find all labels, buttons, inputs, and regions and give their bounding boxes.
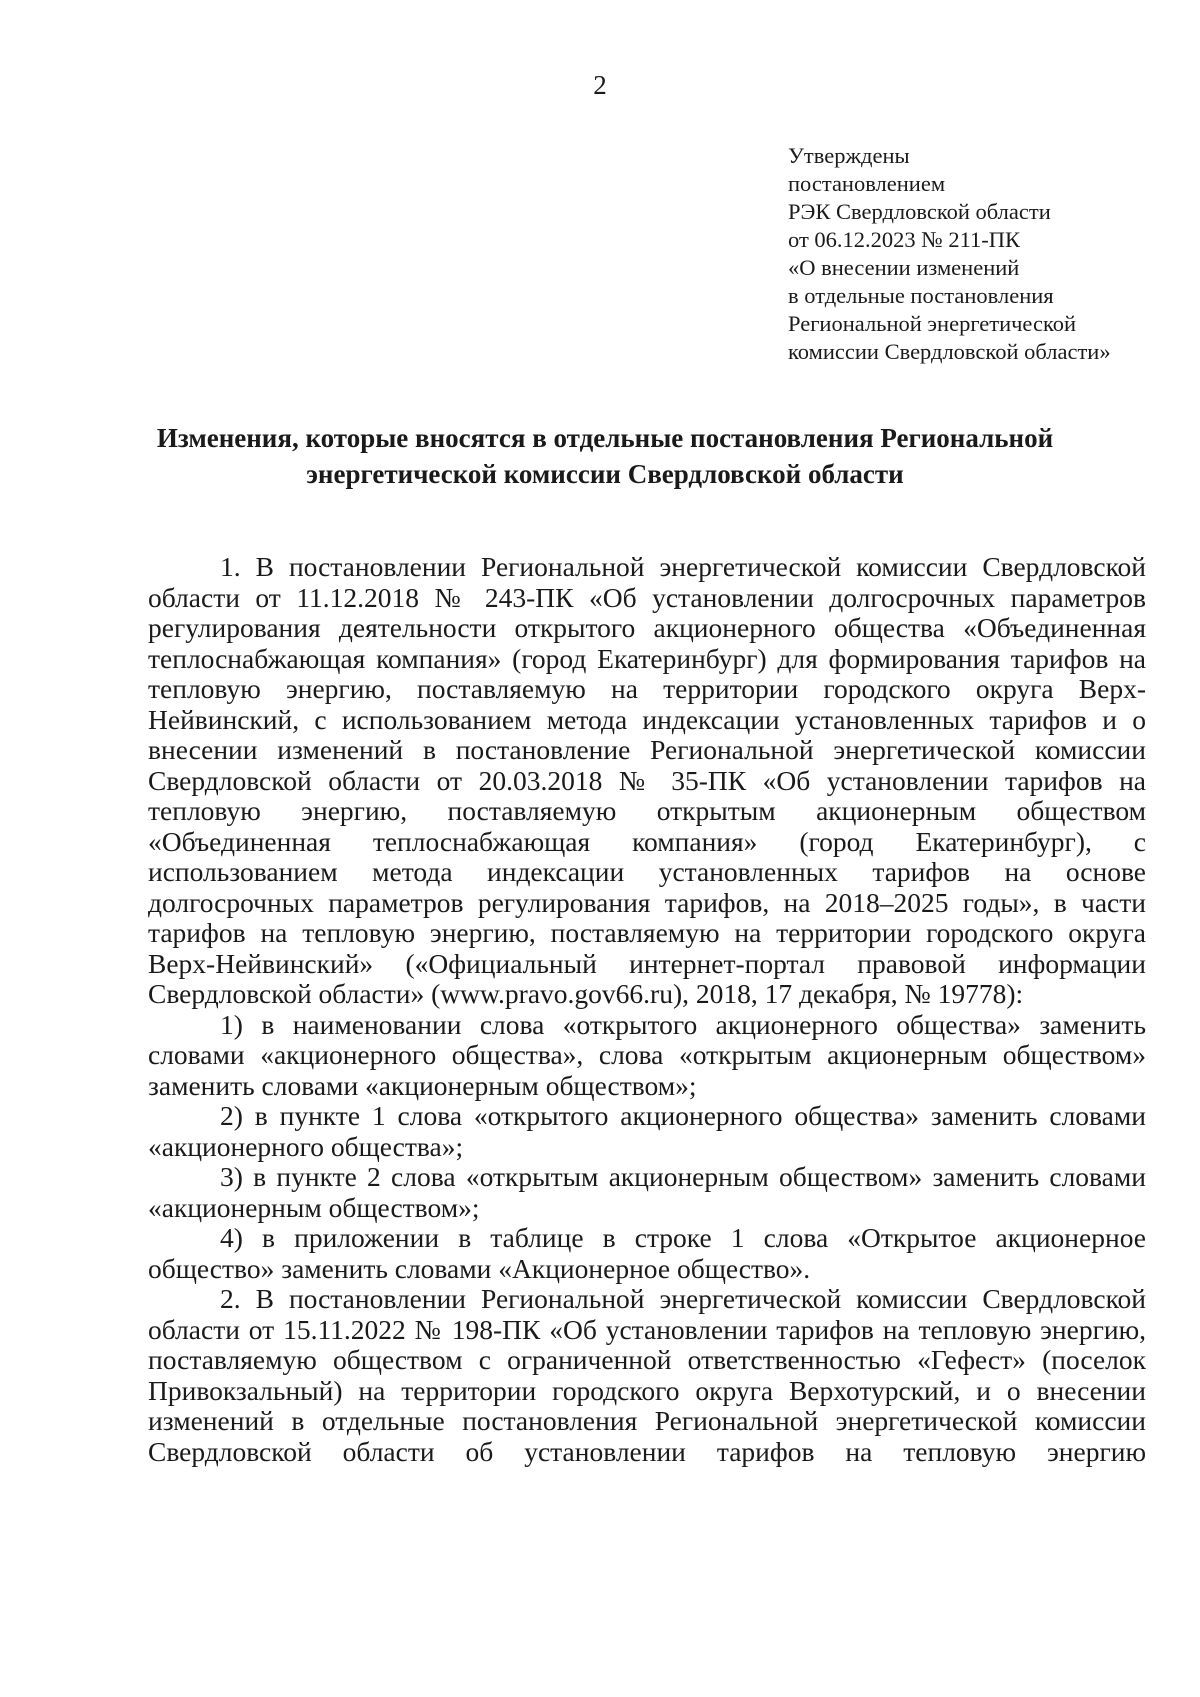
list-item-4: 4) в приложении в таблице в строке 1 слова «Открытое акционерное общество» заменить словами «Акционерное общество». xyxy=(148,1222,1146,1284)
approval-line: Региональной энергетической xyxy=(788,311,1077,336)
list-item-1: 1) в наименовании слова «открытого акционерного общества» заменить словами «акционерного общества», слова «открытым акционерным обществом» заменить словами «акционерным обществом»; xyxy=(148,1008,1146,1101)
document-title xyxy=(130,420,1080,492)
paragraph-1: 1. В постановлении Региональной энергетической комиссии Свердловской области от 11.12.2018 № 243-ПК «Об установлении долгосрочных параметров регулирования деятельности открытого акционерного общества «Объединенная теплоснабжающая компания» (город Екатеринбург) для формирования тарифов на тепловую энергию, поставляемую на территории городского округа Верх-Нейвинский, с использованием метода индексации установленных тарифов и о внесении изменений в постановление Региональной энергетической комиссии Свердловской области от 20.03.2018 № 35-ПК «Об установлении тарифов на тепловую энергию, поставляемую открытым акционерным обществом «Объединенная теплоснабжающая компания» (город Екатеринбург), с использованием метода индексации установленных тарифов на основе долгосрочных параметров регулирования тарифов, на 2018–2025 годы», в части тарифов на тепловую энергию, поставляемую на территории городского округа Верх-Нейвинский» («Официальный интернет-портал правовой информации Свердловской области» (www.pravo.gov66.ru), 2018, 17 декабря, № 19778): xyxy=(148,551,1146,1009)
approval-line: постановлением xyxy=(788,171,946,196)
approval-stamp-block xyxy=(788,142,1168,366)
approval-line: «О внесении изменений xyxy=(788,255,1020,280)
document-title-line-1: Изменения, которые вносятся в отдельные постановления Региональной xyxy=(156,423,1054,453)
list-item-2: 2) в пункте 1 слова «открытого акционерного общества» заменить словами «акционерного общества»; xyxy=(148,1100,1146,1162)
approval-line: Утверждены xyxy=(788,143,910,168)
paragraph-2: 2. В постановлении Региональной энергетической комиссии Свердловской области от 15.11.2022 № 198-ПК «Об установлении тарифов на тепловую энергию, поставляемую обществом с ограниченной ответственностью «Гефест» (поселок Привокзальный) на территории городского округа Верхотурский, и о внесении изменений в отдельные постановления Региональной энергетической комиссии Свердловской области об установлении тарифов на тепловую энергию xyxy=(148,1283,1146,1467)
list-item-3: 3) в пункте 2 слова «открытым акционерным обществом» заменить словами «акционерным обществом»; xyxy=(148,1161,1146,1223)
document-title-line-2: энергетической комиссии Свердловской области xyxy=(306,459,904,489)
approval-line: РЭК Свердловской области xyxy=(788,199,1051,224)
approval-line: от 06.12.2023 № 211-ПК xyxy=(788,227,1021,252)
approval-line: в отдельные постановления xyxy=(788,283,1054,308)
document-body xyxy=(148,552,1146,1467)
page-number: 2 xyxy=(593,70,607,100)
approval-line: комиссии Свердловской области» xyxy=(788,339,1111,364)
